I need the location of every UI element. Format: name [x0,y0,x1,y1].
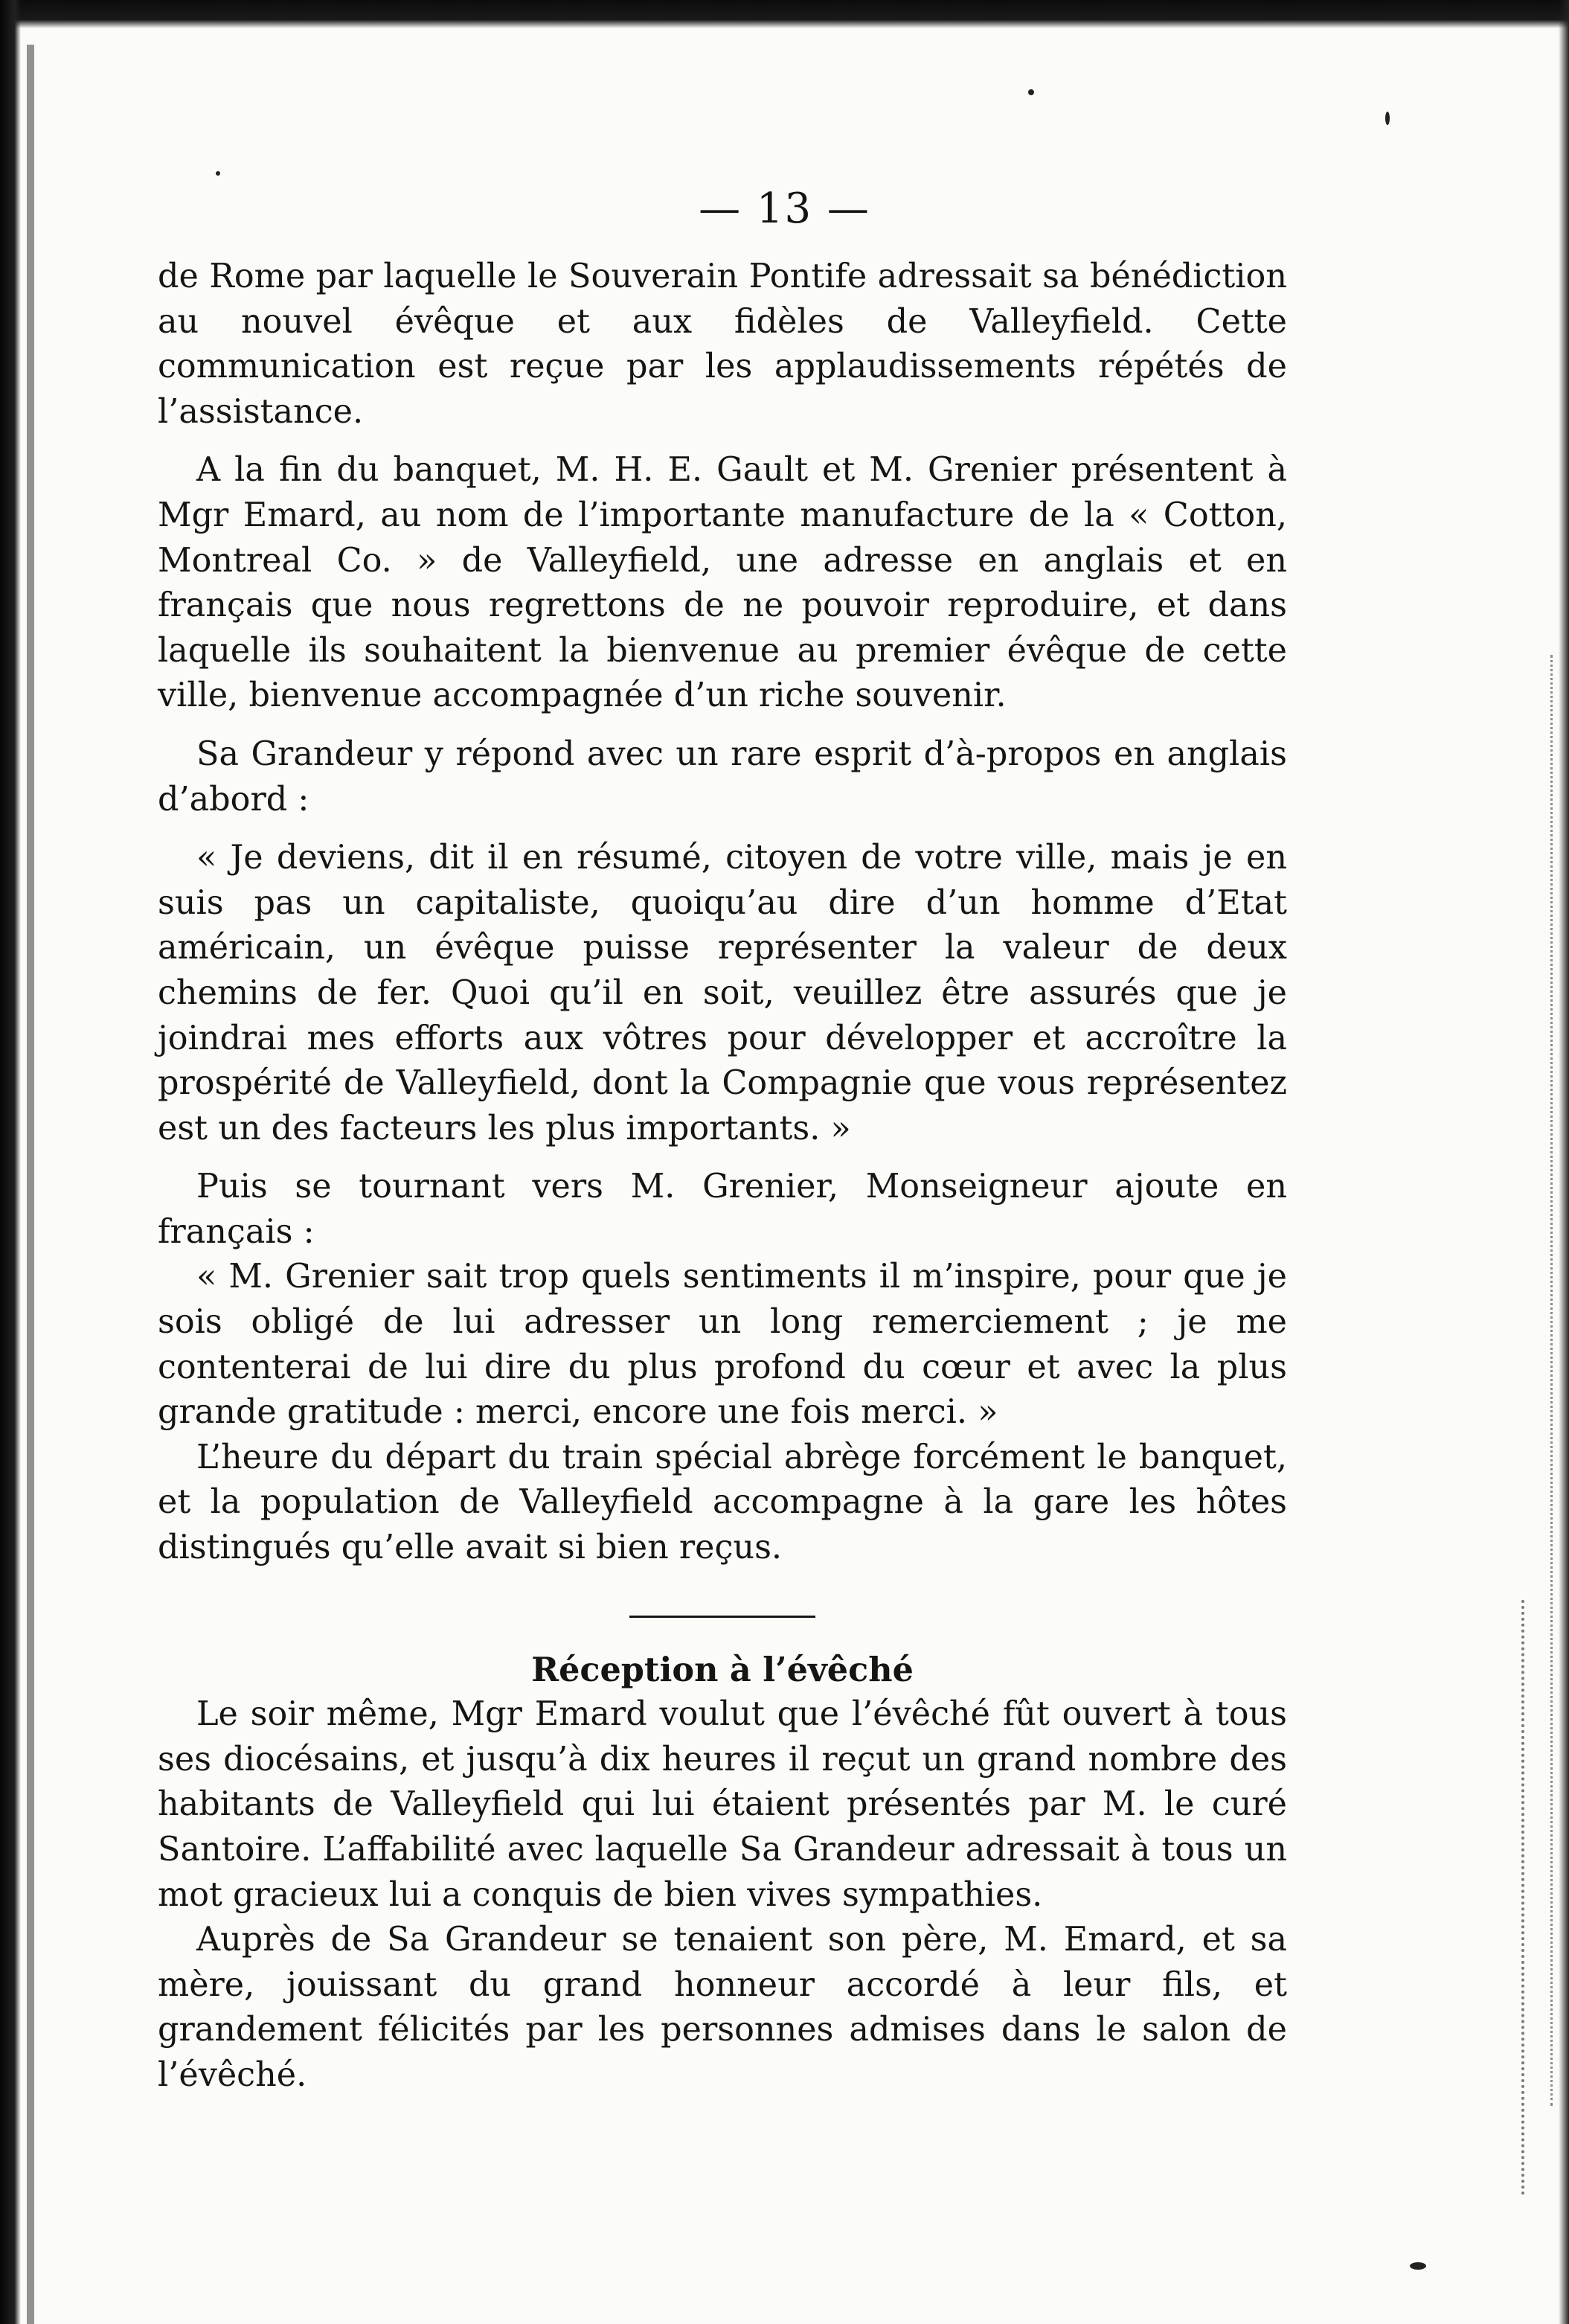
paragraph-1 [158,255,1287,435]
paragraph-2 [158,448,1287,719]
paragraph-3 [158,732,1287,822]
scan-shadow-left [27,45,34,2324]
paragraph-text: Auprès de Sa Grandeur se tenaient son père, M. Emard, et sa mère, jouissant du grand honneur accordé à leur fils, et grandement félicités par les personnes admises dans le salon de l’évêché. [158,1921,1287,2094]
paragraph-text: de Rome par laquelle le Souverain Pontife adressait sa bénédiction au nouvel évêque et aux fidèles de Valleyfield. Cette communication est reçue par les applaudissements répétés de l’assistance. [158,257,1287,431]
paragraph-text: « M. Grenier sait trop quels sentiments il m’inspire, pour que je sois obligé de lui adresser un long remerciement ; je me contenterai de lui dire du plus profond du cœur et avec la plus grande gratitude : merci, encore une fois merci. » [158,1258,1287,1432]
section-divider [629,1616,815,1618]
scan-border-right [1559,0,1569,2324]
paragraph-text: L’heure du départ du train spécial abrège forcément le banquet, et la population de Valleyfield accompagne à la gare les hôtes distingués qu’elle avait si bien reçus. [158,1438,1287,1567]
paragraph-text: Sa Grandeur y répond avec un rare esprit d’à-propos en anglais d’abord : [158,734,1287,819]
paragraph-text: Puis se tournant vers M. Grenier, Monseigneur ajoute en français : [158,1168,1287,1251]
body-text [158,255,1287,2099]
section-paragraph-2 [158,1918,1287,2098]
speck [216,171,220,176]
scan-border-top [0,0,1569,28]
page-number: — 13 — [699,185,870,233]
paragraph-7 [158,1435,1287,1571]
paragraph-text: « Je deviens, dit il en résumé, citoyen de votre ville, mais je en suis pas un capitaliste, quoiqu’au dire d’un homme d’Etat américain, un évêque puisse représenter la valeur de deux chemins de fer. Quoi qu’il en soit, veuillez être assurés que je joindrai mes efforts aux vôtres pour développer et accroître la prospérité de Valleyfield, dont la Compagnie que vous représentez est un des facteurs les plus importants. » [158,839,1287,1147]
paragraph-text: Le soir même, Mgr Emard voulut que l’évêché fût ouvert à tous ses diocésains, et jusqu’à dix heures il reçut un grand nombre des habitants de Valleyfield qui lui étaient présentés par M. le curé Santoire. L’affabilité avec laquelle Sa Grandeur adressait à tous un mot gracieux lui a conquis de bien vives sympathies. [158,1695,1287,1914]
section-heading: Réception à l’évêché [531,1650,914,1689]
paragraph-5 [158,1165,1287,1255]
paragraph-4 [158,836,1287,1151]
margin-specks-lower [1517,1600,1524,2195]
paragraph-6 [158,1255,1287,1435]
speck [1028,89,1034,95]
scan-border-left [0,0,21,2324]
speck [1385,112,1390,125]
section-paragraph-1 [158,1692,1287,1918]
speck [1410,2262,1426,2270]
paragraph-text: A la fin du banquet, M. H. E. Gault et M. Grenier présentent à Mgr Emard, au nom de l’importante manufacture de la « Cotton, Montreal Co. » de Valleyfield, une adresse en anglais et en français que nous regrettons de ne pouvoir reproduire, et dans laquelle ils souhaitent la bienvenue au premier évêque de cette ville, bienvenue accompagnée d’un riche souvenir. [158,451,1287,715]
margin-specks [1506,655,1553,2106]
